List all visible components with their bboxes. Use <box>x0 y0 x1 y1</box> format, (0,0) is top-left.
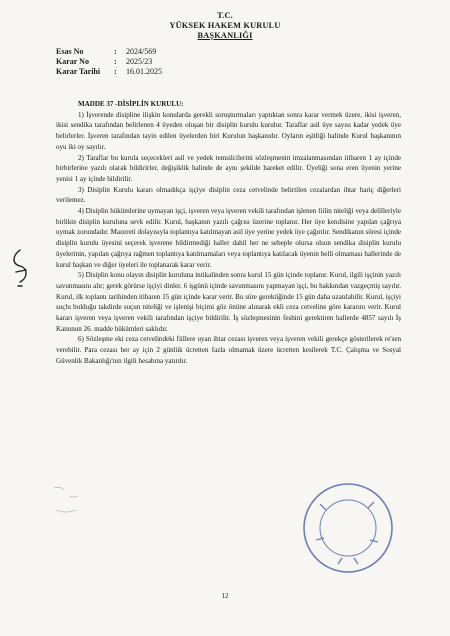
meta-row-esas <box>56 47 162 57</box>
article-paragraph-3: 3) Disiplin Kurulu kararı olmadıkça işçiye disiplin ceza cetvelinde belirtilen cezalardan ihtar hariç diğerleri verilemez. <box>56 185 401 205</box>
meta-label: Karar Tarihi <box>56 67 101 76</box>
article-paragraph-1: 1) İşverende disipline ilişkin konularda gerekli soruşturmaları yaptıktan sonra karar vermek üzere, ikisi işveren, ikisi sendika tarafından belirlenen 4 üyeden oluşan bir disiplin kurulu kurulur. Taraflar asil üye sayısı kadar yedek üye belirlerler. İşveren tarafından tayin edilen üyelerden biri Kurulun başkanıdır. Oyların eşitliği halinde Kurul başkanının oyu iki oy sayılır. <box>56 110 401 151</box>
case-meta <box>56 47 162 77</box>
handwritten-margin-mark <box>8 248 32 288</box>
header-line-1: T.C. <box>217 11 233 20</box>
meta-colon: : <box>114 47 117 56</box>
meta-colon: : <box>114 57 117 66</box>
article-paragraph-4: 4) Disiplin hükümlerine uymayan işçi, işveren veya işveren vekili tarafından işlenen fiilin niteliği veya delilleriyle birlikte disiplin kuruluna sevk edilir. Kurul, başkanın yazılı çağrısı üzerine toplanır. Her üye kendisine yapılan çağrıya uymak zorundadır. Mazereti dolayısıyla toplantıya katılmayan asil üye yerine yedek üye çağırılır. Sendikanın süresi içinde disiplin kurulu üyesini seçerek işverene bildirmediği haller dahil her ne sebeple olursa olsun sendika disiplin kurulu üyelerinin, yapılan çağrıya rağmen toplantıya katılmamaları veya toplantıya katılacak üyenin belli olmaması hallerinde de kurul başkan ve diğer üyeleri ile toplanarak karar verir. <box>56 207 401 269</box>
meta-colon: : <box>114 67 117 76</box>
article-paragraph-2: 2) Taraflar bu kurula seçecekleri asil ve yedek temsilcilerini sözleşmenin imzalanmasından itibaren 1 ay içinde birbirlerine yazılı olarak bildirirler, değişiklik halinde de aynı şekilde hareket edilir. Üyeliği sona eren üyenin yerine yenisi 1 ay içinde bildirilir. <box>56 153 401 183</box>
header-line-2: YÜKSEK HAKEM KURULU <box>169 21 281 30</box>
header-line-3: BAŞKANLIĞI <box>197 31 253 40</box>
meta-label: Esas No <box>56 47 84 56</box>
meta-value: 2024/569 <box>126 47 157 56</box>
official-seal-stamp <box>298 478 398 578</box>
faint-scribble <box>50 482 110 522</box>
article-body <box>56 99 401 367</box>
meta-row-tarih <box>56 67 162 77</box>
page-number: 12 <box>221 592 229 600</box>
article-title: MADDE 37 -DİSİPLİN KURULU: <box>78 100 184 108</box>
meta-label: Karar No <box>56 57 89 66</box>
document-header <box>0 11 450 41</box>
meta-value: 16.01.2025 <box>126 67 162 76</box>
meta-row-karar <box>56 57 162 67</box>
article-paragraph-6: 6) Sözleşme eki ceza cetvelindeki fiillere uyan ihtar cezası işveren veya işveren vekili gerekçe gösterilerek re'sen verebilir. Para cezası her ay için 2 günlük ücretten fazla olmamak üzere ücretten kesilerek T.C. Çalışma ve Sosyal Güvenlik Bakanlığı'nın ilgili hesabına yatırılır. <box>56 335 401 365</box>
meta-value: 2025/23 <box>126 57 153 66</box>
article-paragraph-5: 5) Disiplin konu olayın disiplin kuruluna intikalinden sonra kurul 15 gün içinde toplanır. Kurul, ilgili işçinin yazılı savunmasını alır; gerek görürse işçiyi dinler. 6 işgünü içinde savunmasını yapmayan işçi, bu hakkından vazgeçmiş sayılır. Kurul, ilk toplantı tarihinden itibaren 15 gün içinde karar verir. Bu süre gerektiğinde 15 gün daha uzatılabilir. Kurul, işçiyi suçlu bulduğu takdirde suçun niteliği ve işlenişi biçimi göz önüne alınarak ekli ceza cetveline göre kararını verir. Kurul kararı işveren veya işveren vekili tarafından işçiye bildirilir. İş sözleşmesinin feshini gerektiren hallerde 4857 sayılı İş Kanunun 26. madde hükümleri saklıdır. <box>56 271 401 333</box>
